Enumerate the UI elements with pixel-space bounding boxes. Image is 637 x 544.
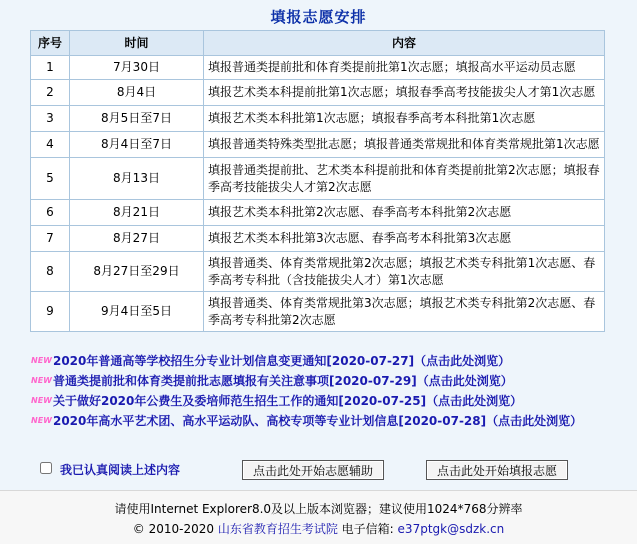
notice-link[interactable] <box>31 412 611 430</box>
row-no: 9 <box>31 292 70 332</box>
row-content: 填报普通类、体育类常规批第2次志愿；填报艺术类专科批第1次志愿、春季高考专科批（含技能拔尖人才）第1次志愿 <box>204 252 605 292</box>
row-no: 2 <box>31 80 70 106</box>
notice-link[interactable] <box>31 352 611 370</box>
row-time: 8月27日 <box>70 226 204 252</box>
row-time: 8月5日至7日 <box>70 106 204 132</box>
table-row <box>31 132 605 158</box>
table-row <box>31 200 605 226</box>
table-row <box>31 56 605 80</box>
footer <box>0 490 637 544</box>
row-content: 填报艺术类本科批第3次志愿、春季高考本科批第3次志愿 <box>204 226 605 252</box>
copyright-line <box>0 520 637 537</box>
table-row <box>31 292 605 332</box>
row-no: 7 <box>31 226 70 252</box>
row-time: 8月4日 <box>70 80 204 106</box>
new-badge-icon: NEW <box>31 416 52 425</box>
row-no: 6 <box>31 200 70 226</box>
table-row <box>31 252 605 292</box>
row-no: 8 <box>31 252 70 292</box>
row-no: 4 <box>31 132 70 158</box>
confirm-checkbox[interactable] <box>40 462 52 474</box>
row-no: 1 <box>31 56 70 80</box>
row-time: 8月13日 <box>70 158 204 200</box>
row-no: 3 <box>31 106 70 132</box>
table-header-row <box>31 31 605 56</box>
notice-text[interactable]: 关于做好2020年公费生及委培师范生招生工作的通知[2020-07-25]（点击此处浏览） <box>52 394 523 408</box>
row-time: 7月30日 <box>70 56 204 80</box>
column-header-time: 时间 <box>70 31 204 56</box>
row-content: 填报普通类提前批和体育类提前批第1次志愿；填报高水平运动员志愿 <box>204 56 605 80</box>
notice-list <box>31 352 611 432</box>
schedule-table <box>30 30 605 332</box>
browser-note: 请使用Internet Explorer8.0及以上版本浏览器；建议使用1024*768分辨率 <box>114 502 523 516</box>
notice-link[interactable] <box>31 392 611 410</box>
notice-text[interactable]: 普通类提前批和体育类提前批志愿填报有关注意事项[2020-07-29]（点击此处浏览） <box>52 374 513 388</box>
copyright-text: © 2010-2020 <box>132 522 214 536</box>
email-link[interactable]: e37ptgk@sdzk.cn <box>397 522 505 536</box>
table-row <box>31 226 605 252</box>
confirm-row <box>40 460 620 482</box>
row-content: 填报普通类、体育类常规批第3次志愿；填报艺术类专科批第2次志愿、春季高考专科批第2次志愿 <box>204 292 605 332</box>
new-badge-icon: NEW <box>31 376 52 385</box>
row-content: 填报艺术类本科提前批第1次志愿；填报春季高考技能拔尖人才第1次志愿 <box>204 80 605 106</box>
start-fill-button[interactable]: 点击此处开始填报志愿 <box>426 460 568 480</box>
confirm-label[interactable]: 我已认真阅读上述内容 <box>60 463 181 477</box>
column-header-content: 内容 <box>204 31 605 56</box>
row-time: 8月4日至7日 <box>70 132 204 158</box>
row-time: 8月21日 <box>70 200 204 226</box>
notice-text[interactable]: 2020年高水平艺术团、高水平运动队、高校专项等专业计划信息[2020-07-28]（点击此处浏览） <box>52 414 583 428</box>
row-content: 填报普通类特殊类型批志愿；填报普通类常规批和体育类常规批第1次志愿 <box>204 132 605 158</box>
notice-link[interactable] <box>31 372 611 390</box>
new-badge-icon: NEW <box>31 396 52 405</box>
org-link[interactable]: 山东省教育招生考试院 <box>217 522 338 536</box>
page-title: 填报志愿安排 <box>270 8 367 26</box>
row-time: 8月27日至29日 <box>70 252 204 292</box>
column-header-no: 序号 <box>31 31 70 56</box>
row-content: 填报艺术类本科批第2次志愿、春季高考本科批第2次志愿 <box>204 200 605 226</box>
notice-text[interactable]: 2020年普通高等学校招生分专业计划信息变更通知[2020-07-27]（点击此处浏览） <box>52 354 511 368</box>
table-row <box>31 106 605 132</box>
row-time: 9月4日至5日 <box>70 292 204 332</box>
new-badge-icon: NEW <box>31 356 52 365</box>
row-no: 5 <box>31 158 70 200</box>
row-content: 填报艺术类本科批第1次志愿；填报春季高考本科批第1次志愿 <box>204 106 605 132</box>
table-row <box>31 80 605 106</box>
row-content: 填报普通类提前批、艺术类本科提前批和体育类提前批第2次志愿；填报春季高考技能拔尖人才第2次志愿 <box>204 158 605 200</box>
table-row <box>31 158 605 200</box>
start-assist-button[interactable]: 点击此处开始志愿辅助 <box>242 460 384 480</box>
email-label: 电子信箱: <box>341 522 394 536</box>
